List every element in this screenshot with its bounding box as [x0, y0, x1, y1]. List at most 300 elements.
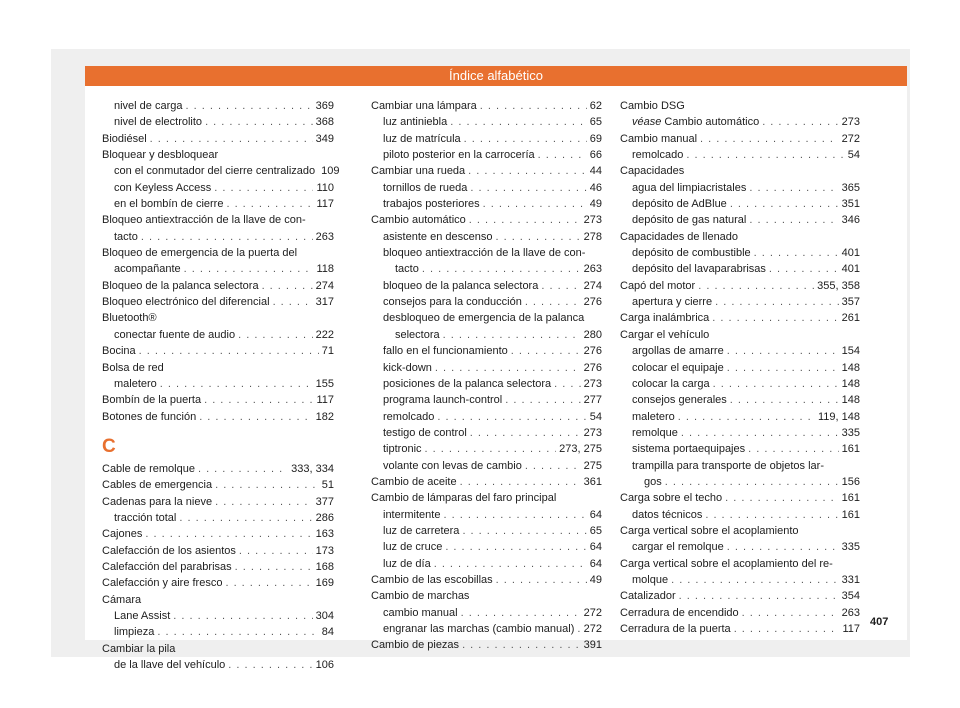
index-entry [102, 392, 334, 408]
index-term: consejos generales [632, 394, 727, 407]
dot-leader [671, 572, 839, 588]
index-heading [102, 592, 334, 608]
index-entry [371, 458, 602, 474]
index-term: cambio manual [383, 606, 458, 619]
page-reference: 117 [316, 394, 334, 407]
index-term: Bloquear y desbloquear [102, 149, 219, 162]
index-term: limpieza [114, 626, 155, 639]
index-entry [371, 376, 602, 392]
index-entry [102, 461, 334, 477]
index-term: bloqueo antiextracción de la llave de con- [383, 247, 586, 260]
dot-leader [470, 425, 581, 441]
index-term: bloqueo de la palanca selectora [383, 279, 539, 292]
index-term: desbloqueo de emergencia de la palanca [383, 312, 585, 325]
index-heading [620, 556, 860, 572]
page-reference: 117 [316, 198, 334, 211]
page-number: 407 [870, 616, 889, 628]
index-entry [620, 180, 860, 196]
index-column-2 [371, 98, 602, 654]
page-reference: 64 [589, 508, 602, 521]
page-reference: 118 [316, 263, 334, 276]
index-entry [102, 559, 334, 575]
dot-leader [505, 392, 580, 408]
page-reference: 163 [315, 528, 334, 541]
dot-leader [262, 278, 313, 294]
page-reference: 286 [315, 511, 334, 524]
page-reference: 274 [315, 279, 334, 292]
index-entry [102, 624, 334, 640]
index-term: depósito de AdBlue [632, 198, 727, 211]
dot-leader [434, 556, 587, 572]
page-reference: 168 [315, 560, 334, 573]
index-entry [102, 343, 334, 359]
index-entry [371, 523, 602, 539]
page-reference: 401 [841, 247, 860, 260]
dot-leader [727, 343, 839, 359]
index-entry [371, 572, 602, 588]
dot-leader [450, 114, 587, 130]
index-term: sistema portaequipajes [632, 443, 746, 456]
page-reference: 263 [841, 606, 860, 619]
index-term: Calefacción del parabrisas [102, 560, 232, 573]
index-heading [620, 98, 860, 114]
section-letter-c: C [102, 435, 116, 457]
dot-leader [215, 494, 313, 510]
index-term: Capacidades de llenado [620, 230, 739, 243]
index-entry [102, 114, 334, 130]
index-entry [371, 621, 602, 637]
index-entry [620, 261, 860, 277]
index-entry [620, 147, 860, 163]
index-term: Cambio de marchas [371, 590, 470, 603]
page-reference: 274 [583, 279, 602, 292]
index-term: depósito de gas natural [632, 214, 747, 227]
index-term: nivel de electrolito [114, 116, 203, 129]
index-term: selectora [395, 328, 440, 341]
page-reference: 355, 358 [817, 279, 860, 292]
index-entry [371, 392, 602, 408]
page-reference: 273, 275 [559, 443, 602, 456]
dot-leader [145, 526, 312, 542]
index-term: Bloqueo antiextracción de la llave de con- [102, 214, 306, 227]
index-term: argollas de amarre [632, 345, 724, 358]
page-reference: 304 [315, 609, 334, 622]
index-entry [620, 507, 860, 523]
dot-leader [538, 147, 587, 163]
index-term: colocar el equipaje [632, 361, 724, 374]
dot-leader [226, 196, 313, 212]
page-reference: 275 [583, 459, 602, 472]
index-term: trampilla para transporte de objetos lar- [632, 459, 824, 472]
dot-leader [462, 523, 586, 539]
dot-leader [184, 261, 314, 277]
dot-leader [157, 624, 318, 640]
page-reference: 155 [315, 377, 334, 390]
index-term: tracción total [114, 511, 177, 524]
page-reference: 346 [841, 214, 860, 227]
page-reference: 391 [583, 639, 602, 652]
page-reference: 148 [841, 394, 860, 407]
index-heading [102, 212, 334, 228]
page-reference: 273 [583, 377, 602, 390]
dot-leader [443, 327, 581, 343]
index-entry [371, 163, 602, 179]
dot-leader [228, 657, 312, 673]
index-entry [102, 180, 334, 196]
index-term: Cámara [102, 593, 142, 606]
page-reference: 109 [321, 165, 340, 178]
index-entry [620, 490, 860, 506]
index-entry [102, 575, 334, 591]
index-entry [102, 657, 334, 673]
dot-leader [238, 327, 313, 343]
index-term: kick-down [383, 361, 432, 374]
index-term: Bolsa de red [102, 361, 164, 374]
page-reference: 62 [589, 100, 602, 112]
dot-leader [480, 98, 587, 114]
index-term: posiciones de la palanca selectora [383, 377, 552, 390]
index-entry [620, 572, 860, 588]
page-reference: 280 [583, 328, 602, 341]
index-entry [371, 539, 602, 555]
index-term: remolcado [383, 410, 435, 423]
page-reference: 69 [589, 132, 602, 145]
index-entry [371, 343, 602, 359]
index-term: Bluetooth® [102, 312, 157, 325]
index-term: de la llave del vehículo [114, 659, 226, 671]
index-term: remolcado [632, 149, 684, 162]
index-term: Bloqueo de la palanca selectora [102, 279, 259, 292]
index-term: luz de carretera [383, 524, 460, 537]
index-entry [102, 261, 334, 277]
index-heading [102, 360, 334, 376]
page-reference: 276 [583, 296, 602, 309]
index-term: Bocina [102, 345, 136, 358]
dot-leader [727, 360, 839, 376]
index-entry [620, 588, 860, 604]
dot-leader [525, 294, 581, 310]
index-term: Bloqueo electrónico del diferencial [102, 296, 270, 309]
index-term: Cambio de aceite [371, 475, 457, 488]
dot-leader [199, 409, 312, 425]
page-reference: 182 [315, 410, 334, 423]
index-heading [371, 310, 602, 326]
dot-leader [422, 261, 581, 277]
index-entry [371, 196, 602, 212]
index-term: Lane Assist [114, 609, 171, 622]
page-reference: 84 [321, 626, 334, 639]
index-entry [620, 131, 860, 147]
index-term: luz de matrícula [383, 132, 461, 145]
index-term: Cable de remolque [102, 462, 195, 475]
index-heading [620, 523, 860, 539]
page-reference: 64 [589, 557, 602, 570]
index-term: Cadenas para la nieve [102, 495, 213, 508]
index-term: Carga vertical sobre el acoplamiento [620, 524, 799, 537]
index-entry [620, 343, 860, 359]
dot-leader [713, 376, 839, 392]
index-term: luz antiniebla [383, 116, 448, 129]
dot-leader [179, 510, 312, 526]
page-reference: 110 [316, 181, 334, 194]
page-reference: 349 [315, 132, 334, 145]
index-term: Cerradura de encendido [620, 606, 739, 619]
see-reference: véase [632, 116, 662, 129]
index-term: fallo en el funcionamiento [383, 345, 508, 358]
index-term: conectar fuente de audio [114, 328, 236, 341]
index-term: Cerradura de la puerta [620, 623, 731, 635]
dot-leader [727, 539, 839, 555]
index-term: depósito de combustible [632, 247, 751, 260]
index-entry [620, 114, 860, 130]
index-term: nivel de carga [114, 100, 183, 112]
index-term: con Keyless Access [114, 181, 212, 194]
page-reference: 272 [583, 623, 602, 635]
dot-leader [577, 621, 580, 637]
index-heading [102, 147, 334, 163]
index-heading [371, 588, 602, 604]
index-entry [102, 294, 334, 310]
dot-leader [239, 543, 313, 559]
page-reference: 357 [841, 296, 860, 309]
index-entry [620, 212, 860, 228]
page-reference: 119, 148 [817, 410, 860, 423]
page-reference: 333, 334 [291, 462, 334, 475]
index-entry [371, 605, 602, 621]
index-term: programa launch-control [383, 394, 503, 407]
dot-leader [748, 441, 839, 457]
page-reference: 273 [841, 116, 860, 129]
dot-leader [541, 278, 580, 294]
page-reference: 335 [841, 426, 860, 439]
index-entry [620, 310, 860, 326]
index-term: Cambiar una lámpara [371, 100, 477, 112]
page-reference: 148 [841, 361, 860, 374]
page-reference: 277 [583, 394, 602, 407]
dot-leader [483, 196, 587, 212]
index-term: Cargar el vehículo [620, 328, 710, 341]
page-reference: 156 [841, 475, 860, 488]
dot-leader [273, 294, 313, 310]
index-heading [371, 490, 602, 506]
dot-leader [762, 114, 838, 130]
index-entry [371, 327, 602, 343]
page-reference: 263 [583, 263, 602, 276]
index-term: Botones de función [102, 410, 197, 423]
index-entry [102, 163, 340, 179]
dot-leader [725, 490, 839, 506]
dot-leader [730, 196, 839, 212]
dot-leader [204, 392, 313, 408]
dot-leader [198, 461, 288, 477]
index-entry [102, 196, 334, 212]
page-reference: 369 [315, 100, 334, 112]
index-term: en el bombín de cierre [114, 198, 224, 211]
dot-leader [469, 212, 581, 228]
dot-leader [437, 409, 586, 425]
index-heading [620, 327, 860, 343]
dot-leader [468, 163, 587, 179]
page-reference: 401 [841, 263, 860, 276]
index-entry [620, 360, 860, 376]
index-term: Bloqueo de emergencia de la puerta del [102, 247, 298, 260]
page-reference: 148 [841, 377, 860, 390]
index-entry [620, 605, 860, 621]
index-entry [620, 278, 860, 294]
index-term [632, 114, 759, 130]
index-entry [371, 637, 602, 653]
dot-leader [462, 637, 581, 653]
index-term: tiptronic [383, 443, 422, 456]
page-reference: 169 [315, 577, 334, 590]
dot-leader [665, 474, 839, 490]
index-term: con el conmutador del cierre centralizado [114, 165, 316, 178]
index-entry [620, 245, 860, 261]
dot-leader [678, 409, 815, 425]
index-entry [371, 261, 602, 277]
index-entry [371, 474, 602, 490]
index-term: tacto [395, 263, 419, 276]
index-term: Cambiar una rueda [371, 165, 466, 178]
dot-leader [435, 360, 581, 376]
index-term: Cables de emergencia [102, 479, 213, 492]
index-entry [371, 114, 602, 130]
index-term: remolque [632, 426, 678, 439]
dot-leader [150, 131, 313, 147]
index-heading [371, 245, 602, 261]
index-term: testigo de control [383, 426, 467, 439]
index-entry [371, 556, 602, 572]
index-entry [620, 621, 860, 637]
dot-leader [749, 180, 838, 196]
page-reference: 54 [847, 149, 860, 162]
page-reference: 272 [583, 606, 602, 619]
index-term: maletero [632, 410, 675, 423]
index-entry [620, 392, 860, 408]
index-heading [620, 229, 860, 245]
dot-leader [712, 310, 838, 326]
see-target: Cambio automático [661, 116, 760, 129]
page-reference: 365 [841, 181, 860, 194]
index-term: cargar el remolque [632, 541, 724, 554]
page-reference: 46 [589, 181, 602, 194]
index-heading [102, 245, 334, 261]
dot-leader [214, 180, 313, 196]
dot-leader [742, 605, 839, 621]
page-reference: 263 [315, 230, 334, 243]
dot-leader [160, 376, 313, 392]
page-reference: 272 [841, 132, 860, 145]
index-term: depósito del lavaparabrisas [632, 263, 766, 276]
index-term: apertura y cierre [632, 296, 713, 309]
index-term: piloto posterior en la carrocería [383, 149, 535, 162]
dot-leader [749, 212, 838, 228]
index-term: Calefacción y aire fresco [102, 577, 223, 590]
dot-leader [679, 588, 839, 604]
index-entry [620, 294, 860, 310]
index-entry [102, 510, 334, 526]
dot-leader [496, 572, 587, 588]
page-reference: 106 [315, 659, 334, 671]
dot-leader [460, 474, 581, 490]
index-term: volante con levas de cambio [383, 459, 522, 472]
page-reference: 161 [841, 443, 860, 456]
index-term: Carga vertical sobre el acoplamiento del re- [620, 557, 833, 570]
index-term: Capó del motor [620, 279, 696, 292]
page-reference: 222 [315, 328, 334, 341]
index-entry [620, 425, 860, 441]
index-term: Cambio manual [620, 132, 698, 145]
page-header-title: Índice alfabético [85, 66, 907, 86]
page-reference: 278 [583, 230, 602, 243]
index-term: trabajos posteriores [383, 198, 480, 211]
index-term: Cambiar la pila [102, 642, 176, 655]
index-entry [371, 212, 602, 228]
index-entry [102, 376, 334, 392]
index-entry [620, 474, 860, 490]
index-term: maletero [114, 377, 157, 390]
index-entry [102, 327, 334, 343]
page-reference: 44 [589, 165, 602, 178]
dot-leader [186, 98, 313, 114]
page-reference: 161 [841, 508, 860, 521]
index-entry [371, 507, 602, 523]
dot-leader [141, 229, 313, 245]
index-term: Cambio DSG [620, 100, 685, 112]
page-reference: 66 [589, 149, 602, 162]
dot-leader [698, 278, 814, 294]
index-entry [371, 360, 602, 376]
page-reference: 51 [321, 479, 334, 492]
page-reference: 276 [583, 361, 602, 374]
index-term: luz de cruce [383, 541, 443, 554]
dot-leader [769, 261, 839, 277]
page-reference: 65 [589, 116, 602, 129]
index-term: tacto [114, 230, 138, 243]
dot-leader [215, 477, 319, 493]
dot-leader [511, 343, 581, 359]
index-term: Capacidades [620, 165, 685, 178]
index-heading [102, 641, 334, 657]
page-reference: 261 [841, 312, 860, 325]
page-reference: 117 [842, 623, 860, 635]
dot-leader [464, 131, 587, 147]
page-reference: 351 [841, 198, 860, 211]
page-reference: 49 [589, 573, 602, 586]
index-entry [371, 180, 602, 196]
index-entry [620, 376, 860, 392]
index-entry [102, 477, 334, 493]
dot-leader [139, 343, 319, 359]
index-term: molque [632, 573, 669, 586]
index-entry [620, 441, 860, 457]
index-term: intermitente [383, 508, 441, 521]
index-term: Cajones [102, 528, 143, 541]
index-entry [620, 196, 860, 212]
index-entry [371, 131, 602, 147]
dot-leader [495, 229, 580, 245]
dot-leader [205, 114, 313, 130]
index-entry [620, 409, 860, 425]
index-term: Cambio de las escobillas [371, 573, 493, 586]
dot-leader [425, 441, 557, 457]
index-entry [102, 608, 334, 624]
index-entry [371, 425, 602, 441]
index-entry [102, 409, 334, 425]
index-term: agua del limpiacristales [632, 181, 747, 194]
index-term: consejos para la conducción [383, 296, 522, 309]
dot-leader [715, 294, 839, 310]
